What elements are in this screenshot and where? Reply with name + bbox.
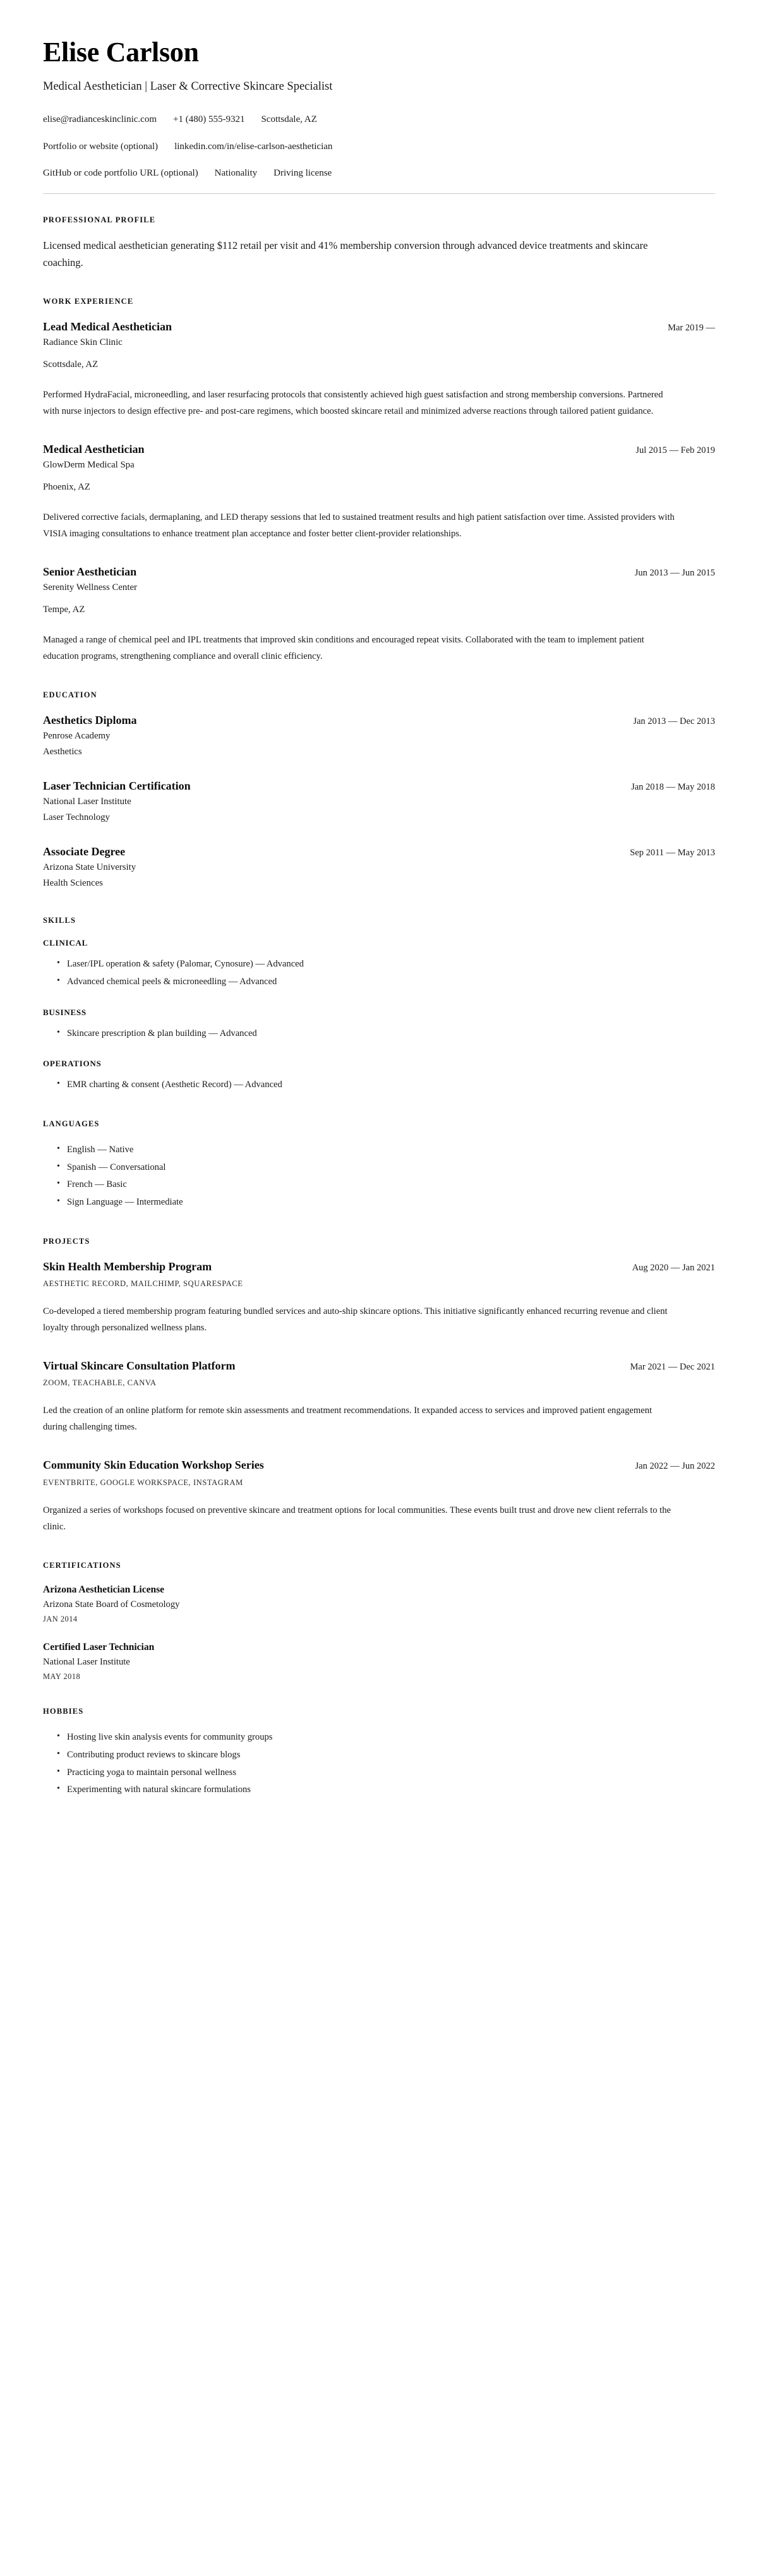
education-date: Sep 2011 — May 2013 [630, 848, 715, 858]
skill-group-business [43, 1008, 715, 1043]
section-title-hobbies: HOBBIES [43, 1707, 84, 1716]
project-entry-head [43, 1259, 715, 1274]
work-description: Performed HydraFacial, microneedling, and laser resurfacing protocols that consistently achieved high guest satisfaction and strong membership conversions. Partnered with nurse injectors to design effective pre- and post-care regimens, which boosted skincare retail and minimized adverse reactions through tailored patient guidance. [43, 389, 663, 416]
hobby-item: • Contributing product reviews to skincare blogs [57, 1747, 715, 1764]
certification-date: JAN 2014 [43, 1614, 78, 1623]
project-tools: EVENTBRITE, GOOGLE WORKSPACE, INSTAGRAM [43, 1478, 243, 1487]
contact-location: Scottsdale, AZ [261, 114, 317, 125]
education-field: Laser Technology [43, 812, 110, 823]
profile-summary: Licensed medical aesthetician generating $112 retail per visit and 41% membership conversion through advanced device treatments and skincare coaching. [43, 239, 648, 268]
skill-item: • EMR charting & consent (Aesthetic Record) — Advanced [57, 1076, 715, 1094]
project-date: Mar 2021 — Dec 2021 [630, 1362, 715, 1373]
candidate-headline: Medical Aesthetician | Laser & Corrective Skincare Specialist [43, 80, 333, 93]
language-item: • Spanish — Conversational [57, 1159, 715, 1177]
education-entry [43, 713, 715, 759]
skill-group-name: BUSINESS [43, 1007, 87, 1017]
project-entry [43, 1457, 715, 1535]
work-date: Mar 2019 — [668, 322, 715, 333]
skill-list [43, 1076, 715, 1094]
language-item: • English — Native [57, 1141, 715, 1159]
section-hobbies [43, 1707, 715, 1799]
project-tools: ZOOM, TEACHABLE, CANVA [43, 1378, 157, 1388]
education-degree: Associate Degree [43, 845, 126, 858]
certification-issuer: National Laser Institute [43, 1657, 130, 1668]
certification-date: MAY 2018 [43, 1672, 81, 1682]
education-entry [43, 844, 715, 891]
education-school: Arizona State University [43, 862, 136, 873]
skill-list [43, 1025, 715, 1043]
candidate-name: Elise Carlson [43, 37, 199, 68]
contact-phone[interactable]: +1 (480) 555-9321 [173, 114, 245, 125]
contact-portfolio[interactable]: Portfolio or website (optional) [43, 141, 159, 152]
work-location: Tempe, AZ [43, 604, 85, 615]
education-degree: Laser Technician Certification [43, 779, 191, 792]
skill-item: • Laser/IPL operation & safety (Palomar, Cynosure) — Advanced [57, 956, 715, 973]
skill-item: • Advanced chemical peels & microneedling — Advanced [57, 973, 715, 991]
education-field: Health Sciences [43, 878, 103, 889]
project-entry-head [43, 1358, 715, 1373]
work-entry-head [43, 319, 715, 334]
language-item: • Sign Language — Intermediate [57, 1194, 715, 1212]
hobby-list [43, 1729, 715, 1799]
header-divider [43, 193, 715, 194]
education-degree: Aesthetics Diploma [43, 713, 137, 726]
work-company: GlowDerm Medical Spa [43, 459, 135, 470]
project-date: Jan 2022 — Jun 2022 [635, 1461, 715, 1472]
contact-row-3 [43, 167, 715, 179]
certification-entry [43, 1640, 715, 1682]
skill-item: • Skincare prescription & plan building — Advanced [57, 1025, 715, 1043]
language-list [43, 1141, 715, 1212]
skill-group-clinical [43, 938, 715, 990]
hobby-item: • Practicing yoga to maintain personal wellness [57, 1764, 715, 1782]
project-date: Aug 2020 — Jan 2021 [632, 1262, 715, 1273]
skill-group-operations [43, 1059, 715, 1094]
section-title-work: WORK EXPERIENCE [43, 296, 134, 306]
contact-email[interactable]: elise@radianceskinclinic.com [43, 114, 157, 125]
work-entry-head [43, 564, 715, 579]
education-entry-head [43, 778, 715, 793]
education-date: Jan 2018 — May 2018 [631, 781, 715, 792]
section-certifications [43, 1561, 715, 1682]
certification-name: Arizona Aesthetician License [43, 1584, 165, 1595]
skill-group-name: OPERATIONS [43, 1059, 102, 1069]
work-role: Lead Medical Aesthetician [43, 320, 172, 333]
section-work-experience [43, 297, 715, 665]
education-school: National Laser Institute [43, 797, 131, 807]
section-professional-profile [43, 215, 715, 271]
section-title-skills: SKILLS [43, 916, 76, 925]
work-description: Delivered corrective facials, dermaplaning, and LED therapy sessions that led to sustained treatment results and high patient satisfaction over time. Assisted providers with VISIA imaging consultations to enhance treatment plan acceptance and foster better client-provider relationships. [43, 512, 675, 539]
contact-row-1 [43, 113, 715, 126]
section-education [43, 690, 715, 891]
section-title-education: EDUCATION [43, 690, 97, 699]
section-skills [43, 916, 715, 1094]
project-description: Led the creation of an online platform for remote skin assessments and treatment recommendations. It expanded access to services and improved patient engagement during challenging times. [43, 1405, 653, 1433]
work-location: Phoenix, AZ [43, 481, 90, 492]
work-location: Scottsdale, AZ [43, 359, 99, 370]
project-tools: AESTHETIC RECORD, MAILCHIMP, SQUARESPACE [43, 1279, 243, 1289]
hobby-item: • Experimenting with natural skincare formulations [57, 1781, 715, 1799]
project-description: Organized a series of workshops focused on preventive skincare and treatment options for local communities. These events built trust and drove new client referrals to the clinic. [43, 1505, 671, 1532]
work-description: Managed a range of chemical peel and IPL treatments that improved skin conditions and encouraged repeat visits. Collaborated with the team to implement patient education programs, strengthening compliance and overall clinic efficiency. [43, 634, 644, 661]
work-entry [43, 442, 715, 543]
work-date: Jun 2013 — Jun 2015 [634, 567, 715, 578]
work-company: Radiance Skin Clinic [43, 337, 123, 347]
section-languages [43, 1119, 715, 1212]
section-title-profile: PROFESSIONAL PROFILE [43, 215, 156, 225]
contact-linkedin[interactable]: linkedin.com/in/elise-carlson-aesthetician [174, 141, 333, 152]
section-title-languages: LANGUAGES [43, 1119, 100, 1129]
work-role: Medical Aesthetician [43, 442, 145, 455]
project-entry [43, 1259, 715, 1337]
education-school: Penrose Academy [43, 731, 111, 742]
project-name: Community Skin Education Workshop Series [43, 1459, 264, 1472]
project-entry [43, 1358, 715, 1436]
work-date: Jul 2015 — Feb 2019 [635, 445, 715, 455]
certification-entry [43, 1583, 715, 1624]
contact-driving-license: Driving license [274, 167, 332, 178]
project-name: Virtual Skincare Consultation Platform [43, 1359, 236, 1373]
certification-issuer: Arizona State Board of Cosmetology [43, 1599, 180, 1610]
section-projects [43, 1237, 715, 1536]
contact-row-2 [43, 140, 715, 153]
certification-name: Certified Laser Technician [43, 1641, 155, 1652]
work-entry-head [43, 442, 715, 457]
work-entry [43, 319, 715, 420]
work-role: Senior Aesthetician [43, 565, 137, 578]
education-field: Aesthetics [43, 746, 82, 757]
education-date: Jan 2013 — Dec 2013 [633, 716, 715, 726]
language-item: • French — Basic [57, 1176, 715, 1194]
contact-github[interactable]: GitHub or code portfolio URL (optional) [43, 167, 198, 178]
project-description: Co-developed a tiered membership program featuring bundled services and auto-ship skincare options. This initiative significantly enhanced recurring revenue and client loyalty through personalized wellness plans. [43, 1306, 668, 1333]
hobby-item: • Hosting live skin analysis events for community groups [57, 1729, 715, 1747]
education-entry-head [43, 844, 715, 859]
work-entry [43, 564, 715, 665]
resume-header [43, 37, 715, 194]
work-company: Serenity Wellness Center [43, 582, 137, 593]
project-entry-head [43, 1457, 715, 1472]
education-entry [43, 778, 715, 825]
skill-group-name: CLINICAL [43, 938, 88, 948]
skill-list [43, 956, 715, 990]
education-entry-head [43, 713, 715, 728]
contact-nationality: Nationality [214, 167, 258, 178]
section-title-projects: PROJECTS [43, 1236, 90, 1246]
project-name: Skin Health Membership Program [43, 1260, 212, 1273]
section-title-certifications: CERTIFICATIONS [43, 1560, 121, 1570]
